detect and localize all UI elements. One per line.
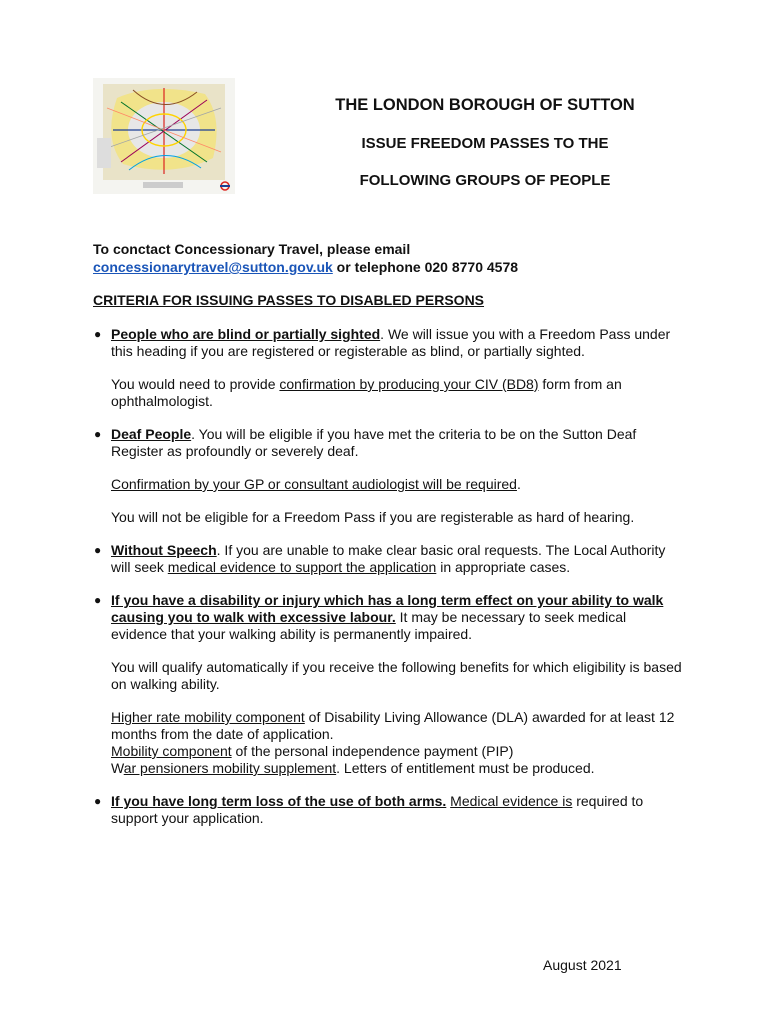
bullet-icon: ● bbox=[94, 794, 102, 808]
criteria-list bbox=[93, 326, 683, 827]
item-paragraph: If you have long term loss of the use of both arms. Medical evidence is required to support your application. bbox=[111, 793, 644, 826]
item-paragraph: You would need to provide confirmation by producing your CIV (BD8) form from an ophthalmologist. bbox=[111, 376, 622, 409]
item-lead: People who are blind or partially sighted bbox=[111, 326, 381, 342]
list-item bbox=[93, 426, 683, 526]
item-lead: Deaf People bbox=[111, 426, 192, 442]
criteria-heading: CRITERIA FOR ISSUING PASSES TO DISABLED PERSONS bbox=[93, 292, 485, 308]
contact-info bbox=[93, 240, 703, 276]
list-item bbox=[93, 326, 683, 410]
item-paragraph: People who are blind or partially sighted. We will issue you with a Freedom Pass under this heading if you are registered or registerable as blind, or partially sighted. bbox=[111, 326, 671, 359]
bullet-icon: ● bbox=[94, 327, 102, 341]
item-lead: If you have long term loss of the use of both arms. bbox=[111, 793, 447, 809]
item-paragraph: Deaf People. You will be eligible if you have met the criteria to be on the Sutton Deaf Register as profoundly or severely deaf. bbox=[111, 426, 637, 459]
document-date: August 2021 bbox=[543, 957, 622, 973]
benefit-line: Higher rate mobility component of Disability Living Allowance (DLA) awarded for at least 12 months from the date of application. bbox=[111, 709, 675, 742]
item-lead: If you have a disability or injury which has a long term effect on your ability to walk causing you to walk with excessive labour. bbox=[111, 592, 664, 625]
contact-line-2 bbox=[93, 258, 703, 276]
contact-intro: To conctact Concessionary Travel, please email bbox=[93, 241, 411, 257]
item-paragraph: Without Speech. If you are unable to make clear basic oral requests. The Local Authority will seek medical evidence to support the application in appropriate cases. bbox=[111, 542, 666, 575]
item-paragraph: You will not be eligible for a Freedom Pass if you are registerable as hard of hearing. bbox=[111, 509, 635, 525]
bullet-icon: ● bbox=[94, 593, 102, 607]
bullet-icon: ● bbox=[94, 427, 102, 441]
london-transport-map-image bbox=[93, 78, 235, 194]
item-paragraph: You will qualify automatically if you receive the following benefits for which eligibility is based on walking ability. bbox=[111, 659, 682, 692]
list-item bbox=[93, 793, 683, 827]
benefit-line: Mobility component of the personal independence payment (PIP) bbox=[111, 743, 514, 759]
item-paragraph: If you have a disability or injury which has a long term effect on your ability to walk causing you to walk with excessive labour. It may be necessary to seek medical evidence that your walking ability is permanently impaired. bbox=[111, 592, 664, 642]
email-link[interactable]: concessionarytravel@sutton.gov.uk bbox=[93, 259, 333, 275]
list-item bbox=[93, 592, 683, 777]
page-subtitle-line-1: ISSUE FREEDOM PASSES TO THE bbox=[361, 135, 609, 152]
bullet-icon: ● bbox=[94, 543, 102, 557]
list-item bbox=[93, 542, 683, 576]
page-title: THE LONDON BOROUGH OF SUTTON bbox=[335, 96, 635, 114]
item-paragraph: Confirmation by your GP or consultant audiologist will be required. bbox=[111, 476, 521, 492]
page-subtitle-line-2: FOLLOWING GROUPS OF PEOPLE bbox=[359, 172, 611, 189]
benefit-line: War pensioners mobility supplement. Letters of entitlement must be produced. bbox=[111, 760, 595, 776]
telephone-text: or telephone 020 8770 4578 bbox=[332, 259, 519, 275]
item-lead: Without Speech bbox=[111, 542, 217, 558]
